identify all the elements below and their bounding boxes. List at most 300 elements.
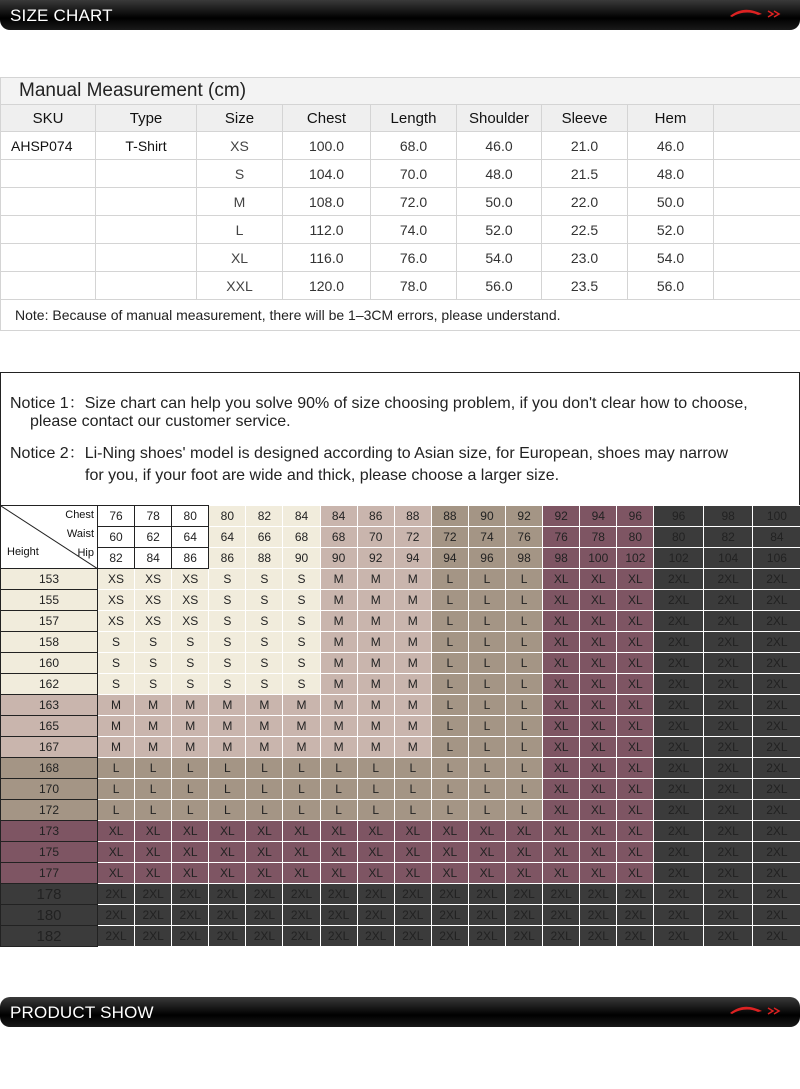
notice-1-line-1: Notice 1：Size chart can help you solve 90% of size choosing problem, if you don't clear how to choose, [10,395,748,412]
size-cell: 2XL [654,695,704,716]
size-cell: XL [617,569,654,590]
manual-cell: 68.0 [371,132,457,160]
size-cell: XL [543,716,580,737]
size-cell: 2XL [703,737,753,758]
size-cell: XL [580,737,617,758]
height-label: 157 [1,611,98,632]
size-cell: XL [135,863,172,884]
size-cell: 2XL [753,653,800,674]
chest-row [1,506,800,527]
waist-value: 80 [617,527,654,548]
size-cell: 2XL [394,905,431,926]
hip-value: 88 [246,548,283,569]
size-cell: XL [320,863,357,884]
size-cell: S [246,569,283,590]
hip-value: 92 [357,548,394,569]
size-cell: XL [431,842,468,863]
size-cell: M [283,695,320,716]
size-cell: XL [172,863,209,884]
size-cell: XL [543,779,580,800]
product-show-banner [0,997,800,1027]
size-cell: 2XL [209,926,246,947]
manual-cell [714,160,800,188]
size-cell: L [468,569,505,590]
size-cell: M [320,716,357,737]
manual-cell: 56.0 [457,272,542,300]
size-cell: XL [209,842,246,863]
size-cell: XL [283,842,320,863]
manual-cell: 56.0 [628,272,714,300]
size-cell: S [246,632,283,653]
size-cell: L [506,779,543,800]
manual-cell: 120.0 [283,272,371,300]
size-cell: L [394,779,431,800]
hip-value: 94 [431,548,468,569]
size-cell: M [357,632,394,653]
size-cell: L [506,611,543,632]
size-cell: 2XL [431,926,468,947]
size-cell: L [431,569,468,590]
size-cell: L [506,569,543,590]
height-label: 177 [1,863,98,884]
height-row [1,632,800,653]
chest-value: 80 [172,506,209,527]
size-cell: 2XL [431,905,468,926]
hip-value: 94 [394,548,431,569]
chest-value: 94 [580,506,617,527]
size-cell: 2XL [468,905,505,926]
size-cell: XL [580,632,617,653]
manual-cell: 21.5 [542,160,628,188]
height-label: 165 [1,716,98,737]
height-label: 180 [1,905,98,926]
size-cell: XL [394,863,431,884]
height-row [1,905,800,926]
size-cell: 2XL [654,632,704,653]
size-cell: 2XL [654,905,704,926]
height-row [1,926,800,947]
hip-value: 96 [468,548,505,569]
li-ning-logo-icon [728,1003,788,1019]
size-cell: L [394,758,431,779]
manual-header-cell: Length [371,105,457,132]
manual-cell: 23.0 [542,244,628,272]
size-cell: 2XL [580,884,617,905]
height-row [1,863,800,884]
size-cell: L [506,590,543,611]
size-cell: XL [617,779,654,800]
manual-row [1,272,800,300]
manual-header-row [1,105,800,132]
size-cell: 2XL [394,884,431,905]
size-cell: L [431,695,468,716]
size-cell: L [98,800,135,821]
manual-cell [714,216,800,244]
manual-header-cell: Sleeve [542,105,628,132]
manual-measurement-table [0,77,800,331]
size-cell: XL [394,821,431,842]
size-cell: M [357,737,394,758]
waist-value: 60 [98,527,135,548]
size-cell: M [394,695,431,716]
chest-value: 90 [468,506,505,527]
size-cell: XL [506,863,543,884]
size-cell: 2XL [654,716,704,737]
size-cell: S [98,632,135,653]
size-cell: 2XL [283,884,320,905]
size-cell: 2XL [506,926,543,947]
hip-value: 104 [703,548,753,569]
size-cell: L [135,758,172,779]
manual-header-cell: Size [197,105,283,132]
height-label: 172 [1,800,98,821]
size-cell: L [98,758,135,779]
height-row [1,842,800,863]
size-cell: M [135,737,172,758]
chest-value: 80 [209,506,246,527]
size-cell: XL [172,842,209,863]
notice-2-line-1: Notice 2：Li-Ning shoes' model is designed according to Asian size, for European, shoes may narrow [10,445,729,462]
size-cell: XL [617,842,654,863]
size-cell: XL [543,842,580,863]
size-cell: L [431,779,468,800]
size-cell: XL [580,800,617,821]
size-cell: XL [209,821,246,842]
size-cell: L [506,632,543,653]
size-cell: M [357,674,394,695]
size-cell: XL [98,821,135,842]
size-cell: XL [543,821,580,842]
size-cell: L [431,590,468,611]
manual-cell: XS [197,132,283,160]
height-row [1,779,800,800]
size-cell: XL [617,737,654,758]
size-cell: S [209,632,246,653]
size-cell: S [209,590,246,611]
size-cell: 2XL [703,590,753,611]
size-cell: 2XL [246,905,283,926]
size-cell: XL [543,653,580,674]
size-cell: XL [617,611,654,632]
waist-row [1,527,800,548]
corner-height-label: Height [7,546,39,558]
size-cell: M [172,695,209,716]
size-cell: M [357,611,394,632]
size-cell: L [431,674,468,695]
size-cell: 2XL [357,926,394,947]
size-cell: XS [98,569,135,590]
manual-cell: 70.0 [371,160,457,188]
hip-value: 84 [135,548,172,569]
size-cell: 2XL [703,800,753,821]
manual-cell: 48.0 [628,160,714,188]
waist-value: 68 [320,527,357,548]
chest-value: 88 [394,506,431,527]
manual-row [1,244,800,272]
size-cell: XL [617,674,654,695]
height-row [1,674,800,695]
notice-2-line-2: for you, if your foot are wide and thick, please choose a larger size. [85,467,560,484]
size-cell: S [135,653,172,674]
size-cell: 2XL [98,884,135,905]
size-cell: L [320,779,357,800]
size-cell: S [209,674,246,695]
height-label: 155 [1,590,98,611]
size-cell: S [135,674,172,695]
manual-cell: 54.0 [628,244,714,272]
size-cell: L [506,674,543,695]
size-cell: 2XL [753,758,800,779]
size-cell: 2XL [703,674,753,695]
waist-value: 64 [172,527,209,548]
size-cell: L [506,737,543,758]
height-label: 167 [1,737,98,758]
size-cell: L [431,716,468,737]
manual-cell [1,188,96,216]
size-cell: XL [543,800,580,821]
size-cell: L [209,800,246,821]
size-cell: L [283,800,320,821]
size-cell: XL [617,758,654,779]
size-cell: 2XL [283,926,320,947]
size-cell: L [431,737,468,758]
manual-cell [96,216,197,244]
manual-cell: 100.0 [283,132,371,160]
height-label: 162 [1,674,98,695]
size-cell: XL [283,863,320,884]
size-cell: 2XL [753,716,800,737]
size-cell: M [320,695,357,716]
manual-header-cell [714,105,800,132]
waist-value: 76 [543,527,580,548]
size-cell: XL [394,842,431,863]
hip-value: 98 [506,548,543,569]
size-cell: XL [580,674,617,695]
size-cell: L [506,758,543,779]
size-cell: 2XL [753,590,800,611]
manual-cell [1,216,96,244]
size-cell: 2XL [283,905,320,926]
hip-value: 106 [753,548,800,569]
hip-value: 90 [320,548,357,569]
size-cell: 2XL [98,905,135,926]
manual-cell: 72.0 [371,188,457,216]
manual-cell: 50.0 [457,188,542,216]
size-cell: XL [468,821,505,842]
size-cell: 2XL [357,884,394,905]
size-cell: 2XL [320,884,357,905]
hip-value: 82 [98,548,135,569]
size-cell: 2XL [580,926,617,947]
size-cell: XL [543,863,580,884]
chest-value: 84 [283,506,320,527]
size-cell: 2XL [357,905,394,926]
size-cell: 2XL [246,926,283,947]
manual-header-cell: Type [96,105,197,132]
waist-value: 72 [394,527,431,548]
size-cell: M [246,737,283,758]
size-cell: 2XL [703,695,753,716]
waist-value: 78 [580,527,617,548]
corner-chest-label: Chest [65,509,94,521]
size-cell: L [209,779,246,800]
size-cell: L [468,632,505,653]
manual-cell [96,188,197,216]
chest-value: 92 [543,506,580,527]
size-cell: 2XL [506,905,543,926]
size-cell: 2XL [506,884,543,905]
manual-cell: 23.5 [542,272,628,300]
size-cell: M [394,569,431,590]
manual-header-cell: SKU [1,105,96,132]
hip-value: 90 [283,548,320,569]
size-cell: M [172,737,209,758]
size-cell: 2XL [135,905,172,926]
size-cell: XL [580,569,617,590]
size-cell: M [172,716,209,737]
size-cell: XL [543,569,580,590]
size-cell: S [172,674,209,695]
manual-cell: 52.0 [628,216,714,244]
size-cell: XL [431,821,468,842]
manual-row [1,132,800,160]
size-cell: 2XL [703,905,753,926]
li-ning-logo-icon [728,6,788,22]
size-cell: S [172,653,209,674]
size-cell: M [394,611,431,632]
manual-cell: 54.0 [457,244,542,272]
waist-value: 76 [506,527,543,548]
size-cell: L [320,758,357,779]
size-cell: M [135,716,172,737]
size-cell: 2XL [703,779,753,800]
manual-cell: 104.0 [283,160,371,188]
height-row [1,716,800,737]
height-label: 175 [1,842,98,863]
size-cell: 2XL [654,842,704,863]
size-cell: L [468,758,505,779]
size-cell: L [468,716,505,737]
size-cell: L [506,653,543,674]
size-cell: L [468,653,505,674]
manual-cell: 78.0 [371,272,457,300]
size-cell: 2XL [753,926,800,947]
waist-value: 74 [468,527,505,548]
size-cell: XS [135,569,172,590]
size-cell: 2XL [753,842,800,863]
manual-cell: M [197,188,283,216]
size-cell: XS [172,611,209,632]
size-cell: XL [246,863,283,884]
size-cell: L [209,758,246,779]
manual-cell: S [197,160,283,188]
manual-cell: 21.0 [542,132,628,160]
height-label: 163 [1,695,98,716]
size-cell: 2XL [543,884,580,905]
manual-cell [1,244,96,272]
size-cell: M [320,611,357,632]
size-cell: 2XL [654,863,704,884]
size-cell: XL [357,842,394,863]
manual-cell: AHSP074 [1,132,96,160]
size-cell: 2XL [617,905,654,926]
size-cell: 2XL [654,926,704,947]
size-cell: 2XL [703,926,753,947]
size-cell: 2XL [753,821,800,842]
manual-cell: 50.0 [628,188,714,216]
size-cell: 2XL [753,695,800,716]
hip-value: 86 [209,548,246,569]
size-cell: L [394,800,431,821]
size-cell: L [431,632,468,653]
size-cell: XS [98,611,135,632]
size-cell: S [283,611,320,632]
size-cell: 2XL [654,569,704,590]
size-cell: 2XL [543,905,580,926]
chest-value: 98 [703,506,753,527]
size-cell: XL [617,863,654,884]
size-cell: S [98,674,135,695]
size-cell: XL [617,632,654,653]
size-cell: 2XL [654,674,704,695]
size-cell: S [209,569,246,590]
size-cell: 2XL [753,800,800,821]
size-cell: 2XL [468,926,505,947]
size-cell: 2XL [654,779,704,800]
manual-cell: 48.0 [457,160,542,188]
height-row [1,653,800,674]
chest-value: 88 [431,506,468,527]
size-cell: XL [98,863,135,884]
size-cell: 2XL [209,905,246,926]
waist-value: 64 [209,527,246,548]
manual-cell: 46.0 [628,132,714,160]
height-row [1,737,800,758]
size-cell: XL [543,611,580,632]
size-cell: 2XL [654,737,704,758]
hip-row [1,548,800,569]
size-cell: XL [135,842,172,863]
size-cell: M [283,716,320,737]
size-cell: XL [580,758,617,779]
manual-cell [1,272,96,300]
manual-row [1,216,800,244]
size-cell: M [98,737,135,758]
size-cell: XL [543,695,580,716]
corner-waist-label: Waist [66,528,94,540]
chest-value: 96 [617,506,654,527]
size-cell: XS [172,590,209,611]
size-cell: L [320,800,357,821]
size-cell: 2XL [753,884,800,905]
manual-caption: Manual Measurement (cm) [1,78,800,105]
size-cell: S [209,611,246,632]
size-cell: 2XL [654,884,704,905]
waist-value: 70 [357,527,394,548]
size-cell: L [283,779,320,800]
size-cell: 2XL [703,821,753,842]
notice-1-line-2: please contact our customer service. [30,413,291,430]
size-cell: XS [135,611,172,632]
size-cell: 2XL [246,884,283,905]
hip-value: 86 [172,548,209,569]
size-cell: M [394,590,431,611]
size-cell: L [468,674,505,695]
size-cell: M [394,653,431,674]
manual-cell: 74.0 [371,216,457,244]
size-cell: XL [580,695,617,716]
manual-cell: T-Shirt [96,132,197,160]
